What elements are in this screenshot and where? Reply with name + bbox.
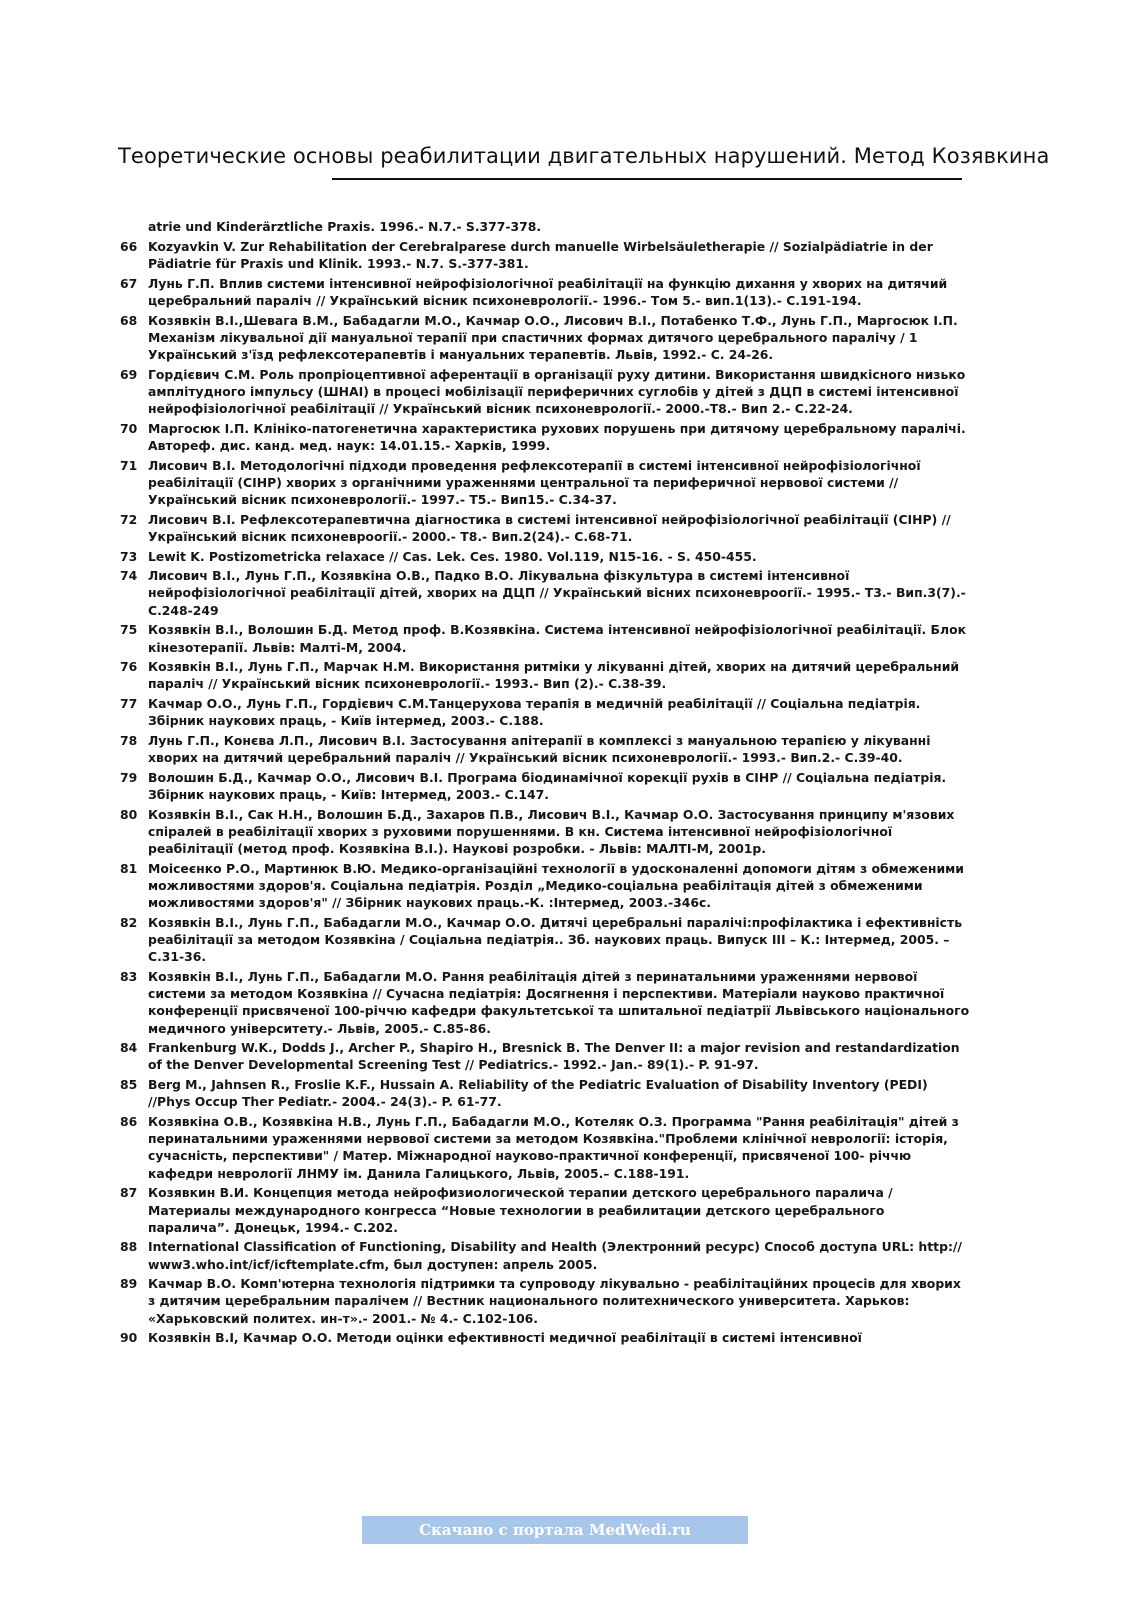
reference-number: 69: [120, 366, 138, 382]
reference-item: [120, 1238, 970, 1272]
reference-text: Козявкин В.И. Концепция метода нейрофизиологической терапии детского церебрального паралича / Материалы международного конгресса “Новые технологии в реабилитации детского церебрального паралича”. Донецьк, 1994.- С.202.: [148, 1185, 893, 1235]
reference-number: 83: [120, 969, 138, 985]
reference-item: [120, 1275, 970, 1326]
reference-list: [120, 218, 970, 1349]
reference-text: Качмар В.О. Комп'ютерна технологія підтримки та супроводу лікувально - реабілітаційних процесів для хворих з дитячим церебральним паралічем // Вестник национального политехнического университета. Харьков: «Харьковский политех. ин-т».- 2001.- № 4.- С.102-106.: [148, 1276, 961, 1326]
reference-text: Козявкін В.І., Волошин Б.Д. Метод проф. В.Козявкіна. Система інтенсивної нейрофізіологічної реабілітації. Блок кінезотерапії. Львів: Малті-М, 2004.: [148, 622, 966, 655]
reference-item: [120, 968, 970, 1037]
reference-text: International Classification of Functioning, Disability and Health (Электронний ресурс) Способ доступа URL: http:// www3.who.int/icf/icftemplate.cfm, был доступен: апрель 2005.: [148, 1239, 962, 1272]
reference-item: [120, 567, 970, 618]
reference-text: Качмар О.О., Лунь Г.П., Гордієвич С.М.Танцерухова терапія в медичній реабілітації // Соціальна педіатрія. Збірник наукових праць, - Київ інтермед, 2003.- С.188.: [148, 696, 921, 729]
reference-number: 82: [120, 915, 138, 931]
reference-text: Лисович В.І. Методологічні підходи проведення рефлексотерапії в системі інтенсивної нейрофізіологічної реабілітації (СІНР) хворих з органічними ураженнями центральної та периферичної нервової системи // Український вісник психоневрології.- 1997.- Т5.- Вип15.- С.34-37.: [148, 457, 921, 507]
reference-number: 89: [120, 1276, 138, 1292]
reference-item: [120, 238, 970, 272]
reference-text: Лисович В.І., Лунь Г.П., Козявкіна О.В., Падко В.О. Лікувальна фізкультура в системі інтенсивної нейрофізіологічної реабілітації дітей, хворих на ДЦП // Український вісних психоневроогії.- 1995.- Т3.- Вип.3(7).- С.248-249: [148, 568, 966, 618]
reference-text: Лисович В.І. Рефлексотерапевтична діагностика в системі інтенсивної нейрофізіологічної реабілітації (СІНР) // Український вісник психоневроогії.- 2000.- Т8.- Вип.2(24).- С.68-71.: [148, 511, 951, 544]
reference-text: Козявкін В.І., Лунь Г.П., Бабадагли М.О., Качмар О.О. Дитячі церебральні паралічі:профілактика і ефективність реабілітації за методом Козявкіна / Соціальна педіатрія.. Зб. наукових праць. Випуск ІІІ – К.: Інтермед, 2005. – С.31-36.: [148, 915, 963, 965]
reference-number: 72: [120, 511, 138, 527]
reference-item: [120, 1039, 970, 1073]
reference-number: 80: [120, 806, 138, 822]
reference-text: Козявкін В.І., Лунь Г.П., Бабадагли М.О. Рання реабілітація дітей з перинатальними ураженнями нервової системи за методом Козявкіна // Сучасна педіатрія: Досягнення і перспективи. Матеріали науково практичної конференції присвяченої 100-річчю кафедри факультетської та шпитальної педіатрії Львівського національного медичного університету.- Львів, 2005.- С.85-86.: [148, 969, 970, 1036]
reference-text: Козявкін В.І.,Шевага В.М., Бабадагли М.О., Качмар О.О., Лисович В.І., Потабенко Т.Ф., Лунь Г.П., Маргосюк І.П. Механізм лікувальної дії мануальної терапії при спастичних формах дитячого церебрального паралічу / 1 Український з'їзд рефлексотерапевтів і мануальних терапевтів. Львів, 1992.- С. 24-26.: [148, 312, 958, 362]
reference-item: [120, 457, 970, 508]
reference-item: [120, 1076, 970, 1110]
reference-item: [120, 420, 970, 454]
reference-text: Frankenburg W.K., Dodds J., Archer P., Shapiro H., Bresnick B. The Denver II: a major revision and restandardization of the Denver Developmental Screening Test // Pediatrics.- 1992.- Jan.- 89(1).- P. 91-97.: [148, 1040, 960, 1073]
reference-number: 76: [120, 659, 138, 675]
reference-text: Berg M., Jahnsen R., Froslie K.F., Hussain A. Reliability of the Pediatric Evaluation of Disability Inventory (PEDI) //Phys Occup Ther Pediatr.- 2004.- 24(3).- P. 61-77.: [148, 1077, 928, 1110]
reference-item: [120, 218, 970, 235]
reference-text: Волошин Б.Д., Качмар О.О., Лисович В.І. Програма біодинамічної корекції рухів в СІНР // Соціальна педіатрія. Збірник наукових праць, - Київ: Інтермед, 2003.- С.147.: [148, 770, 947, 803]
reference-number: 77: [120, 696, 138, 712]
reference-item: [120, 860, 970, 911]
reference-number: 78: [120, 733, 138, 749]
reference-number: 86: [120, 1114, 138, 1130]
reference-item: [120, 695, 970, 729]
reference-item: [120, 548, 970, 565]
reference-item: [120, 769, 970, 803]
reference-item: [120, 732, 970, 766]
reference-number: 85: [120, 1077, 138, 1093]
reference-text: Маргосюк І.П. Клініко-патогенетична характеристика рухових порушень при дитячому церебральному паралічі. Автореф. дис. канд. мед. наук: 14.01.15.- Харків, 1999.: [148, 420, 966, 453]
reference-item: [120, 1329, 970, 1346]
reference-text: Козявкін В.І., Сак Н.Н., Волошин Б.Д., Захаров П.В., Лисович В.І., Качмар О.О. Застосування принципу м'язових спіралей в реабілітації хворих з руховими порушеннями. В кн. Система інтенсивної нейрофізіологічної реабілітації (метод проф. Козявкіна В.І.). Наукові розробки. - Львів: МАЛТІ-М, 2001р.: [148, 806, 955, 857]
reference-number: 81: [120, 860, 138, 876]
reference-number: 71: [120, 457, 138, 473]
reference-item: [120, 511, 970, 545]
reference-text: atrie und Kinderärztliche Praxis. 1996.- N.7.- S.377-378.: [148, 219, 542, 234]
reference-item: [120, 1184, 970, 1235]
reference-text: Лунь Г.П., Конєва Л.П., Лисович В.І. Застосування апітерапії в комплексі з мануальною терапією у лікуванні хворих на дитячий церебральний параліч // Український вісник психоневрології.- 1993.- Вип.2.- С.39-40.: [148, 733, 931, 766]
reference-number: 68: [120, 312, 138, 328]
reference-text: Гордієвич С.М. Роль пропріоцептивної аферентації в організації руху дитини. Використання швидкісного низько амплітудного імпульсу (ШНАІ) в процесі мобілізації периферичних суглобів у дітей з ДЦП в системі інтенсивної нейрофізіологічної реабілітації // Український вісник психоневрології.- 2000.-Т8.- Вип 2.- С.22-24.: [148, 366, 966, 416]
reference-text: Моісеєнко Р.О., Мартинюк В.Ю. Медико-організаційні технології в удосконаленні допомоги дітям з обмеженими можливостями здоров'я. Соціальна педіатрія. Розділ „Медико-соціальна реабілітація дітей з обмеженими можливостями здоров'я" // Збірник наукових праць.-К. :Інтермед, 2003.-346с.: [148, 860, 964, 911]
reference-number: 67: [120, 275, 138, 291]
reference-number: 75: [120, 622, 138, 638]
reference-item: [120, 1113, 970, 1182]
reference-item: [120, 658, 970, 692]
reference-text: Лунь Г.П. Вплив системи інтенсивної нейрофізіологічної реабілітації на функцію дихання у хворих на дитячий церебральний параліч // Український вісник психоневрології.- 1996.- Том 5.- вип.1(13).- С.191-194.: [148, 275, 948, 308]
reference-text: Козявкін В.І, Качмар О.О. Методи оцінки ефективності медичної реабілітації в системі інтенсивної: [148, 1330, 862, 1346]
reference-number: 90: [120, 1330, 138, 1346]
reference-number: 70: [120, 420, 138, 436]
reference-item: [120, 275, 970, 309]
reference-number: 87: [120, 1185, 138, 1201]
download-watermark: Скачано с портала MedWedi.ru: [362, 1516, 748, 1544]
reference-number: 74: [120, 568, 138, 584]
reference-text: Kozyavkin V. Zur Rehabilitation der Cerebralparese durch manuelle Wirbelsäuletherapie // Sozialpädiatrie in der Pädiatrie für Praxis und Klinik. 1993.- N.7. S.-377-381.: [148, 238, 933, 271]
reference-item: [120, 366, 970, 417]
reference-number: 79: [120, 770, 138, 785]
reference-text: Lewit K. Postizometricka relaxace // Cas. Lek. Ces. 1980. Vol.119, N15-16. - S. 450-455.: [148, 548, 757, 564]
reference-number: 66: [120, 238, 138, 254]
reference-number: 73: [120, 548, 138, 564]
page-title: Теоретические основы реабилитации двигательных нарушений. Метод Козявкина: [118, 144, 1050, 168]
reference-item: [120, 312, 970, 363]
reference-text: Козявкін В.І., Лунь Г.П., Марчак Н.М. Використання ритміки у лікуванні дітей, хворих на дитячий церебральний параліч // Український вісник психоневрології.- 1993.- Вип (2).- С.38-39.: [148, 659, 960, 692]
reference-number: 84: [120, 1040, 138, 1056]
reference-item: [120, 806, 970, 857]
header-divider: [332, 178, 962, 180]
reference-text: Козявкіна О.В., Козявкіна Н.В., Лунь Г.П., Бабадагли М.О., Котеляк О.З. Программа "Рання реабілітація" дітей з перинатальними ураженнями нервової системи за методом Козявкіна."Проблеми клінічної неврології: історія, сучасність, перспективи" / Матер. Міжнародної науково-практичної конференції, присвяченої 100- річчю кафедри неврології ЛНМУ ім. Данила Галицького, Львів, 2005.– С.188-191.: [148, 1114, 959, 1181]
reference-number: 88: [120, 1239, 138, 1255]
reference-item: [120, 914, 970, 965]
reference-item: [120, 621, 970, 655]
